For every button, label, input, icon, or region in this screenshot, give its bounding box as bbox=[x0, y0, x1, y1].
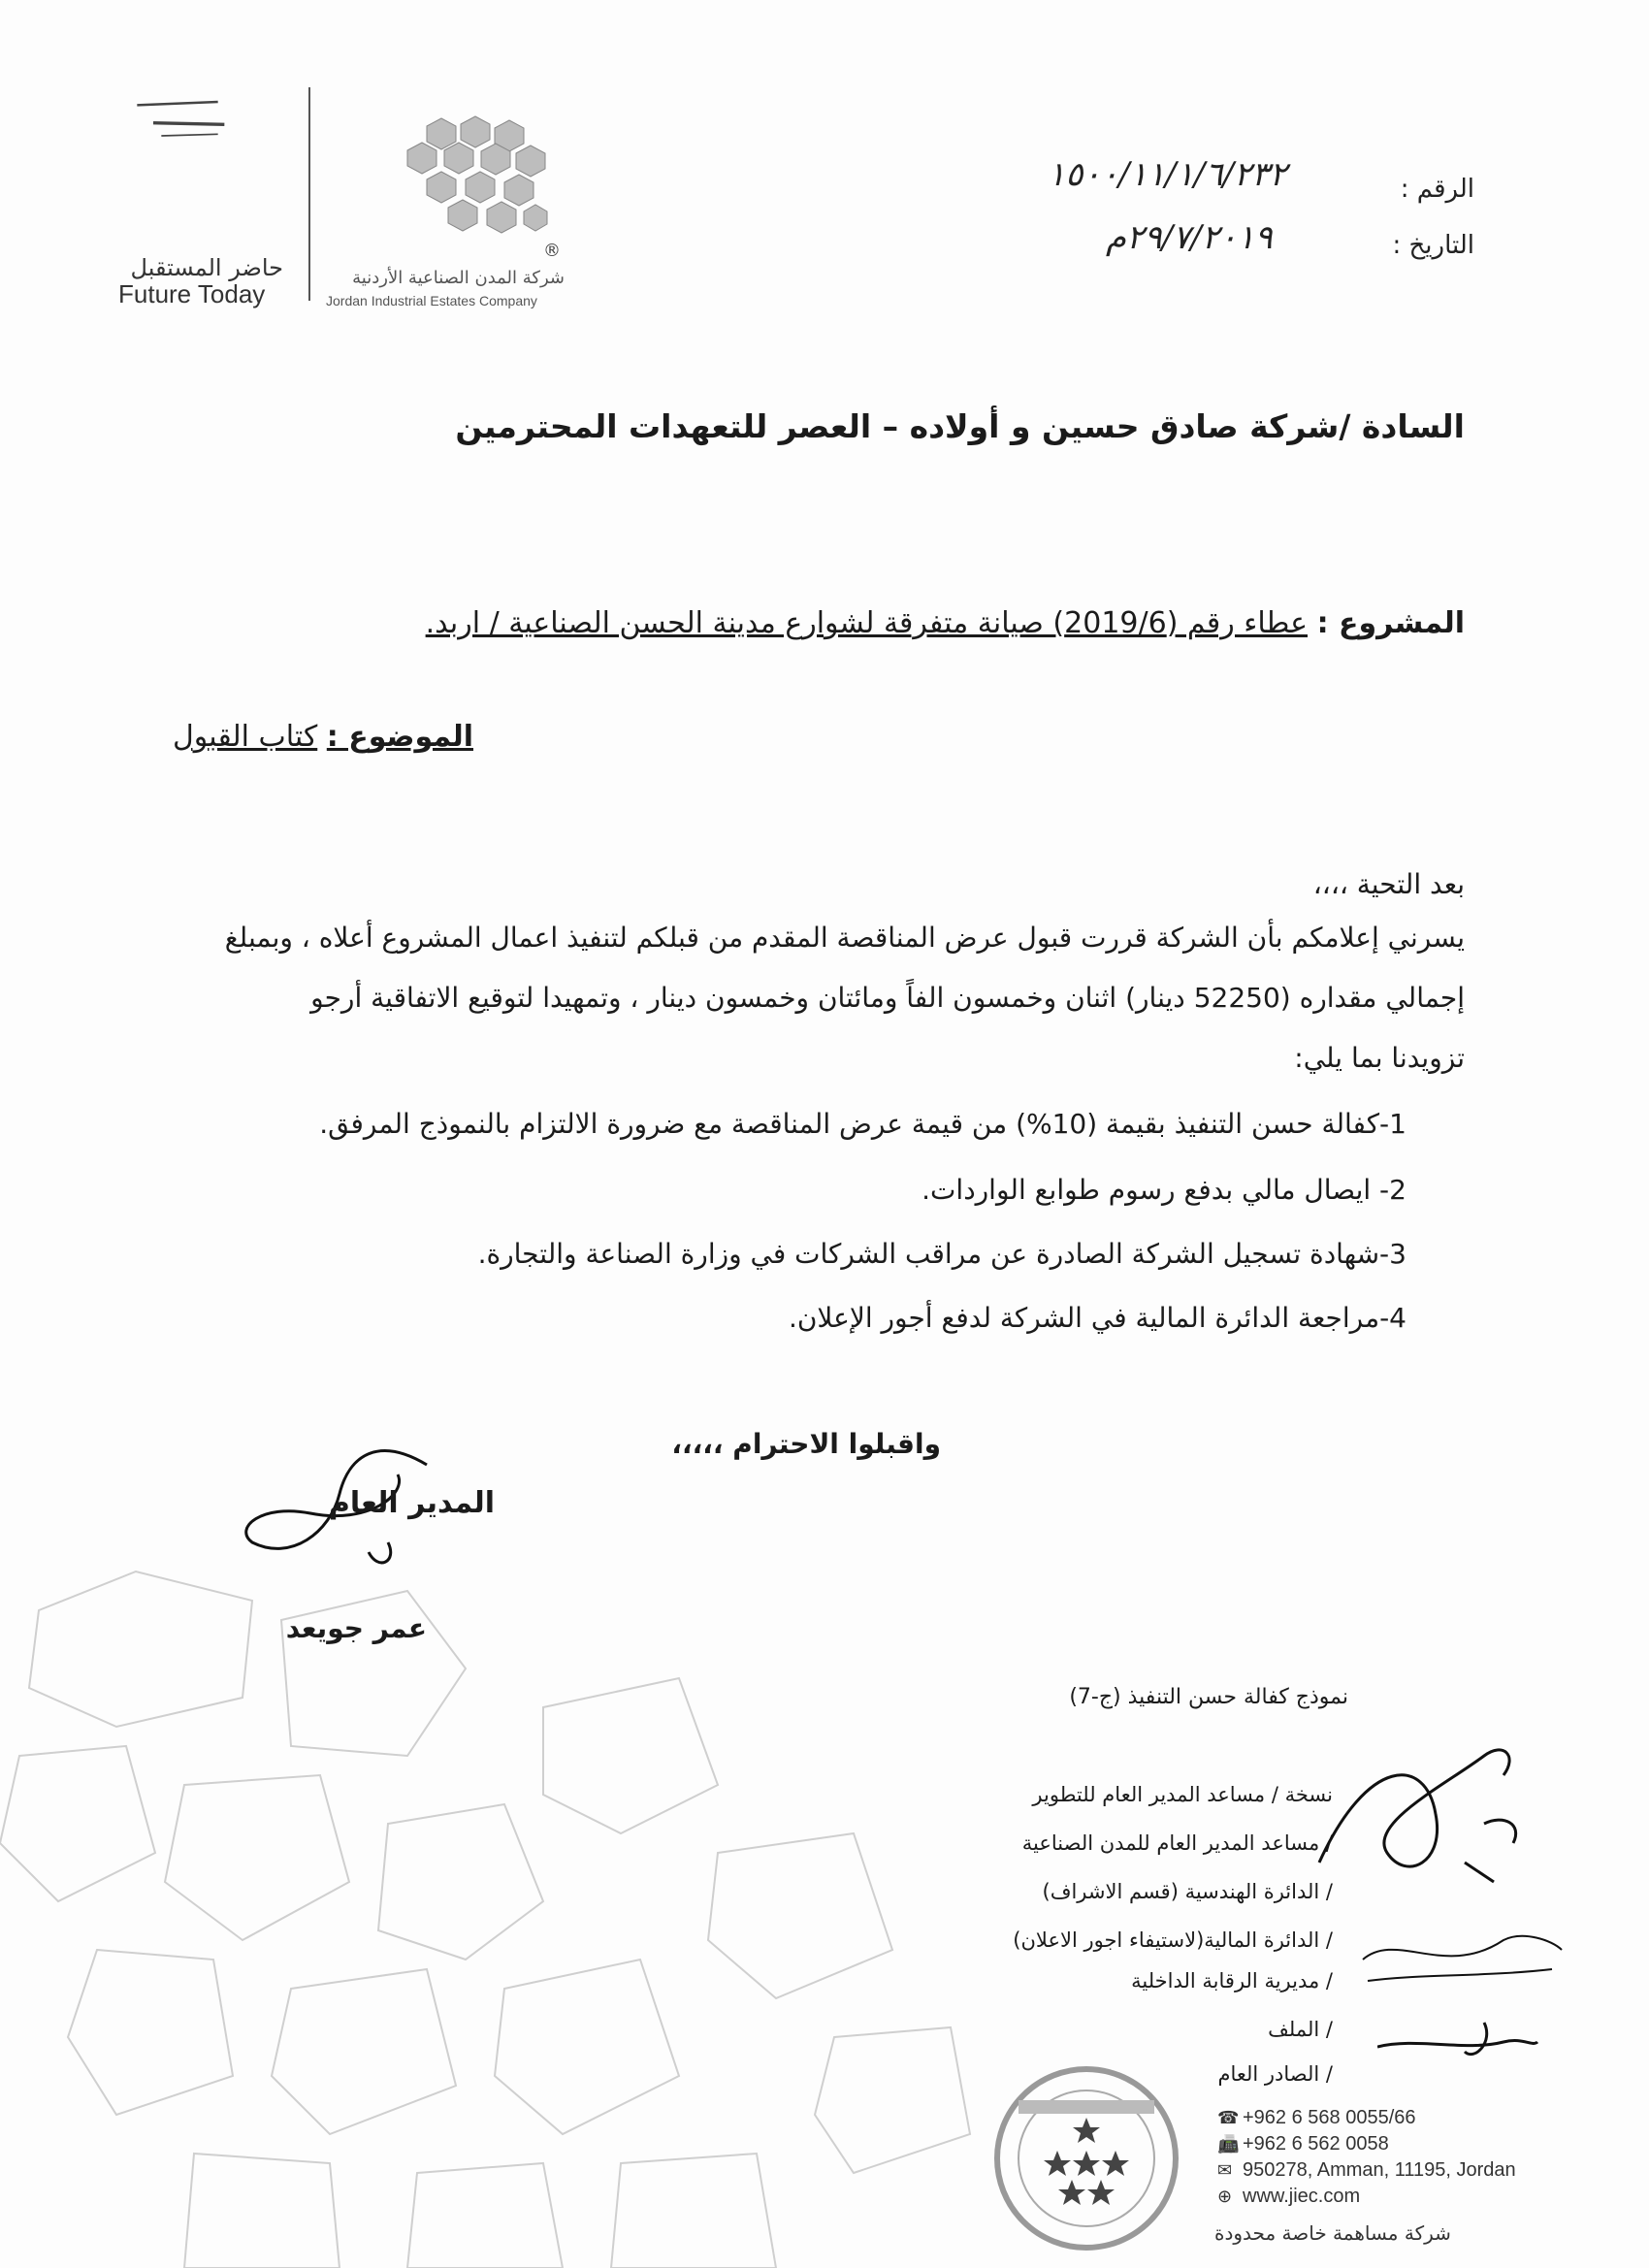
requirement-item-2: 2- ايصال مالي بدفع رسوم طوابع الواردات. bbox=[922, 1174, 1406, 1206]
subject-value: كتاب القبول bbox=[172, 720, 318, 754]
general-manager-name: عمر جويعد bbox=[285, 1612, 427, 1644]
closing-line: واقبلوا الاحترام ،،،،، bbox=[671, 1428, 941, 1460]
project-line bbox=[426, 606, 1465, 640]
contact-pobox: ✉ 950278, Amman, 11195, Jordan bbox=[1217, 2159, 1516, 2181]
logo-bars-icon bbox=[114, 97, 241, 146]
cc-item-2: / مساعد المدير العام للمدن الصناعية bbox=[1021, 1831, 1333, 1855]
contact-fax: 📠 +962 6 562 0058 bbox=[1217, 2133, 1389, 2155]
fax-icon: 📠 bbox=[1217, 2134, 1240, 2154]
handwritten-initials bbox=[1310, 1717, 1542, 1911]
tagline-english: Future Today bbox=[118, 279, 266, 308]
general-manager-title: المدير العام bbox=[328, 1486, 495, 1520]
date-label: التاريخ : bbox=[1392, 231, 1474, 260]
addressee: السادة /شركة صادق حسين و أولاده – العصر للتعهدات المحترمين bbox=[455, 407, 1465, 445]
tagline-arabic: حاضر المستقبل bbox=[130, 254, 283, 281]
requirement-item-4: 4-مراجعة الدائرة المالية في الشركة لدفع أجور الإعلان. bbox=[788, 1302, 1406, 1334]
company-globe-logo-icon bbox=[369, 107, 563, 252]
logo-divider bbox=[308, 87, 310, 301]
enclosure-note: نموذج كفالة حسن التنفيذ (ج-7) bbox=[1069, 1685, 1348, 1709]
greeting: بعد التحية ،،،، bbox=[1312, 868, 1465, 900]
reference-number-value: ١٥٠٠/١١/١/٦/٢٣٢ bbox=[1048, 155, 1287, 194]
requirement-item-3: 3-شهادة تسجيل الشركة الصادرة عن مراقب الشركات في وزارة الصناعة والتجارة. bbox=[477, 1238, 1406, 1270]
subject-label: الموضوع : bbox=[326, 720, 473, 754]
paragraph-line-3: تزويدنا بما يلي: bbox=[1294, 1042, 1465, 1074]
subject-line bbox=[173, 720, 473, 754]
company-name-arabic: شركة المدن الصناعية الأردنية bbox=[352, 268, 565, 288]
handwritten-file-scribble bbox=[1377, 2013, 1542, 2071]
project-label: المشروع : bbox=[1316, 606, 1465, 640]
requirement-item-1: 1-كفالة حسن التنفيذ بقيمة (10%) من قيمة عرض المناقصة مع ضرورة الالتزام بالنموذج المرفق. bbox=[319, 1108, 1406, 1140]
cc-item-3: / الدائرة الهندسية (قسم الاشراف) bbox=[1042, 1880, 1333, 1903]
globe-icon: ⊕ bbox=[1217, 2187, 1233, 2206]
company-name-english: Jordan Industrial Estates Company bbox=[326, 293, 537, 308]
king-abdullah-award-seal-icon bbox=[989, 2061, 1183, 2255]
paragraph-line-1: يسرني إعلامكم بأن الشركة قررت قبول عرض المناقصة المقدم من قبلكم لتنفيذ اعمال المشروع أعلاه ، وبمبلغ bbox=[224, 922, 1465, 954]
cc-item-5: / مديرية الرقابة الداخلية bbox=[1131, 1969, 1333, 1993]
handwritten-date-scribble bbox=[1358, 1921, 1571, 1998]
contact-website[interactable]: ⊕ www.jiec.com bbox=[1217, 2186, 1361, 2207]
general-manager-signature bbox=[233, 1436, 446, 1610]
reference-number-label: الرقم : bbox=[1400, 175, 1474, 204]
registered-mark: ® bbox=[543, 241, 561, 261]
mail-icon: ✉ bbox=[1217, 2160, 1233, 2180]
company-type: شركة مساهمة خاصة محدودة bbox=[1214, 2221, 1451, 2245]
project-value: عطاء رقم (2019/6) صيانة متفرقة لشوارع مدينة الحسن الصناعية / اربد. bbox=[425, 606, 1309, 640]
cc-item-1: نسخة / مساعد المدير العام للتطوير bbox=[1032, 1783, 1333, 1806]
phone-icon: ☎ bbox=[1217, 2108, 1240, 2127]
contact-phone: ☎ +962 6 568 0055/66 bbox=[1217, 2107, 1416, 2128]
cc-item-4: / الدائرة المالية(لاستيفاء اجور الاعلان) bbox=[1013, 1928, 1333, 1952]
cc-item-6: / الملف bbox=[1268, 2018, 1333, 2041]
paragraph-line-2: إجمالي مقداره (52250 دينار) اثنان وخمسون الفاً ومائتان وخمسون دينار ، وتمهيدا لتوقيع الاتفاقية أرجو bbox=[310, 982, 1465, 1014]
cc-item-7: / الصادر العام bbox=[1217, 2062, 1333, 2086]
date-value: ٢٩/٧/٢٠١٩م bbox=[1106, 218, 1273, 257]
